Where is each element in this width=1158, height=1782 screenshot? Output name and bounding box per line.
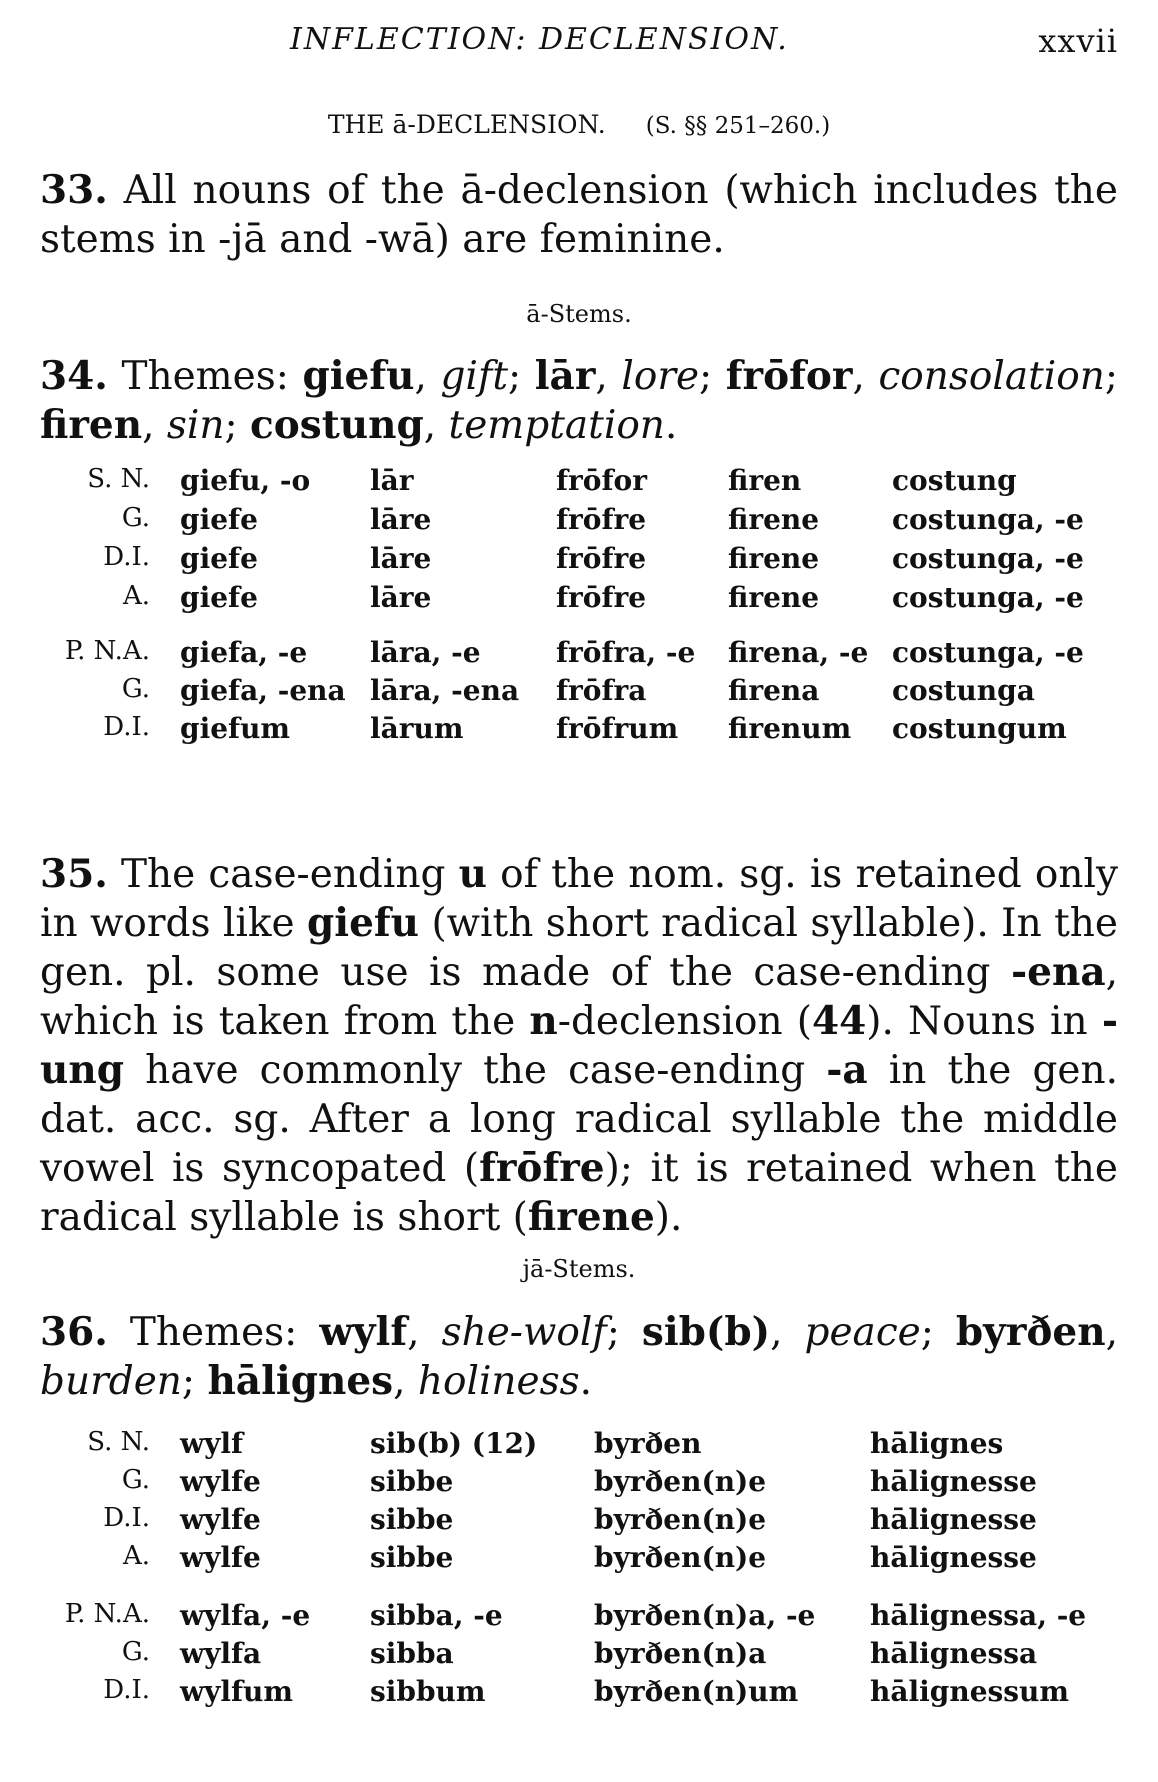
theme-word: lār bbox=[534, 353, 596, 399]
theme-gloss: temptation bbox=[448, 403, 665, 448]
table-cell: hālignessa bbox=[870, 1637, 1038, 1670]
table-cell: byrðen(n)um bbox=[594, 1675, 799, 1708]
table-cell: frōfrum bbox=[556, 712, 679, 745]
theme-word: byrðen bbox=[955, 1309, 1106, 1355]
table-row bbox=[40, 1541, 1118, 1577]
bold-term: -ung bbox=[40, 998, 1118, 1093]
table-cell: hālignessa, -e bbox=[870, 1599, 1087, 1632]
table-cell: hālignesse bbox=[870, 1465, 1037, 1498]
table-cell: sibba, -e bbox=[370, 1599, 503, 1632]
table-row bbox=[40, 464, 1118, 500]
section-reference: (S. §§ 251–260.) bbox=[645, 113, 831, 139]
table-cell: wylfe bbox=[180, 1503, 261, 1536]
table-cell: firen bbox=[728, 464, 802, 497]
table-cell: firenum bbox=[728, 712, 852, 745]
text-run: in the gen. dat. acc. sg. After a long radical syllable the middle vowel is syncopated ( bbox=[40, 1048, 1118, 1191]
theme-gloss: gift bbox=[440, 354, 509, 399]
table-cell: lārum bbox=[370, 712, 464, 745]
bold-term: giefu bbox=[307, 900, 420, 946]
bold-term: n bbox=[529, 998, 558, 1044]
table-cell: giefum bbox=[180, 712, 291, 745]
table-cell: giefa, -e bbox=[180, 636, 308, 669]
table-cell: giefa, -ena bbox=[180, 674, 346, 707]
section-heading bbox=[40, 110, 1118, 139]
text-run: The case-ending bbox=[121, 852, 459, 897]
paragraph-33 bbox=[40, 166, 1118, 264]
table-cell: giefe bbox=[180, 581, 258, 614]
paragraph-35 bbox=[40, 850, 1118, 1242]
table-cell: frōfre bbox=[556, 503, 647, 536]
table-cell: byrðen bbox=[594, 1427, 702, 1460]
table-cell: firene bbox=[728, 542, 820, 575]
table-cell: costunga bbox=[892, 674, 1035, 707]
table-row bbox=[40, 674, 1118, 710]
table-cell: frōfra, -e bbox=[556, 636, 696, 669]
paragraph-34: 34. Themes: giefu, gift; lār, lore; frōfor, consolation; firen, sin; costung, temptation. bbox=[40, 353, 1118, 448]
table-row bbox=[40, 1465, 1118, 1501]
case-label: G. bbox=[121, 674, 150, 704]
table-cell: byrðen(n)e bbox=[594, 1541, 767, 1574]
table-row bbox=[40, 1675, 1118, 1711]
table-row bbox=[40, 1427, 1118, 1463]
table-cell: lāre bbox=[370, 542, 432, 575]
table-cell: costung bbox=[892, 464, 1017, 497]
table-cell: frōfre bbox=[556, 581, 647, 614]
table-row bbox=[40, 1637, 1118, 1673]
text-run: ). bbox=[654, 1195, 683, 1240]
bold-term: u bbox=[458, 851, 487, 897]
table-row bbox=[40, 1599, 1118, 1635]
table-cell: wylfe bbox=[180, 1541, 261, 1574]
table-row bbox=[40, 503, 1118, 539]
theme-word: hālignes bbox=[207, 1358, 394, 1404]
theme-word: giefu bbox=[302, 353, 415, 399]
theme-gloss: peace bbox=[804, 1310, 921, 1355]
paragraph-number: 35. bbox=[40, 851, 108, 897]
table-cell: hālignesse bbox=[870, 1503, 1037, 1536]
table-cell: sib(b) (12) bbox=[370, 1427, 538, 1460]
table-row bbox=[40, 542, 1118, 578]
bold-term: firene bbox=[527, 1194, 655, 1240]
theme-word: sib(b) bbox=[641, 1309, 771, 1355]
table-cell: frōfra bbox=[556, 674, 647, 707]
case-label: D.I. bbox=[103, 542, 150, 572]
table-cell: hālignes bbox=[870, 1427, 1004, 1460]
table-cell: firene bbox=[728, 503, 820, 536]
theme-gloss: she-wolf bbox=[441, 1310, 607, 1355]
paragraph-number: 33. bbox=[40, 167, 108, 213]
subheading-a-stems: ā-Stems. bbox=[526, 300, 632, 328]
table-cell: firena, -e bbox=[728, 636, 869, 669]
case-label: G. bbox=[121, 1465, 150, 1495]
table-cell: lāra, -e bbox=[370, 636, 481, 669]
case-label: G. bbox=[121, 1637, 150, 1667]
table-cell: costunga, -e bbox=[892, 542, 1084, 575]
table-row bbox=[40, 712, 1118, 748]
text-run: -declension ( bbox=[557, 999, 812, 1044]
table-cell: wylfum bbox=[180, 1675, 294, 1708]
text-run: of the nom. sg. is retained only in words like bbox=[40, 852, 1118, 946]
table-cell: wylfa bbox=[180, 1637, 262, 1670]
case-label: A. bbox=[122, 581, 150, 611]
text-run: have commonly the case-ending bbox=[123, 1048, 827, 1093]
table-cell: lāra, -ena bbox=[370, 674, 520, 707]
case-label: D.I. bbox=[103, 1503, 150, 1533]
table-cell: wylf bbox=[180, 1427, 244, 1460]
case-label: G. bbox=[121, 503, 150, 533]
bold-term: -ena bbox=[1010, 949, 1106, 995]
case-label: P. N.A. bbox=[64, 1599, 150, 1629]
table-cell: byrðen(n)e bbox=[594, 1465, 767, 1498]
page-number: xxvii bbox=[1038, 22, 1118, 60]
table-cell: costunga, -e bbox=[892, 581, 1084, 614]
table-cell: hālignesse bbox=[870, 1541, 1037, 1574]
table-cell: lāre bbox=[370, 503, 432, 536]
theme-gloss: holiness bbox=[417, 1359, 580, 1404]
paragraph-number: 36. bbox=[40, 1309, 108, 1355]
table-cell: byrðen(n)e bbox=[594, 1503, 767, 1536]
paragraph-36: 36. Themes: wylf, she-wolf; sib(b), peace; byrðen, burden; hālignes, holiness. bbox=[40, 1309, 1118, 1404]
theme-gloss: burden bbox=[40, 1359, 182, 1404]
table-cell: giefe bbox=[180, 542, 258, 575]
theme-word: frōfor bbox=[725, 353, 853, 399]
table-row bbox=[40, 636, 1118, 672]
case-label: D.I. bbox=[103, 712, 150, 742]
theme-gloss: lore bbox=[621, 354, 700, 399]
table-cell: costunga, -e bbox=[892, 636, 1084, 669]
table-cell: sibba bbox=[370, 1637, 454, 1670]
table-cell: byrðen(n)a bbox=[594, 1637, 767, 1670]
theme-word: wylf bbox=[319, 1309, 408, 1355]
table-cell: giefe bbox=[180, 503, 258, 536]
theme-word: costung bbox=[250, 402, 424, 448]
table-cell: firene bbox=[728, 581, 820, 614]
table-cell: sibbe bbox=[370, 1465, 454, 1498]
table-cell: sibbe bbox=[370, 1503, 454, 1536]
table-cell: wylfe bbox=[180, 1465, 261, 1498]
running-head bbox=[40, 22, 1118, 62]
case-label: S. N. bbox=[87, 464, 150, 494]
table-cell: lār bbox=[370, 464, 414, 497]
case-label: D.I. bbox=[103, 1675, 150, 1705]
case-label: P. N.A. bbox=[64, 636, 150, 666]
bold-term: 44 bbox=[811, 998, 867, 1044]
section-title: THE ā-DECLENSION. bbox=[327, 110, 606, 139]
table-cell: byrðen(n)a, -e bbox=[594, 1599, 816, 1632]
subheading-ja-stems: jā-Stems. bbox=[522, 1255, 636, 1283]
table-cell: hālignessum bbox=[870, 1675, 1070, 1708]
table-cell: costungum bbox=[892, 712, 1067, 745]
table-row bbox=[40, 1503, 1118, 1539]
bold-term: frōfre bbox=[479, 1145, 605, 1191]
theme-gloss: sin bbox=[166, 403, 225, 448]
themes-label: Themes: bbox=[129, 1310, 298, 1355]
table-cell: wylfa, -e bbox=[180, 1599, 311, 1632]
theme-gloss: consolation bbox=[878, 354, 1105, 399]
text-run: ). Nouns in bbox=[866, 999, 1102, 1044]
text-run: , which is taken from the bbox=[40, 950, 1118, 1044]
table-cell: giefu, -o bbox=[180, 464, 311, 497]
themes-label: Themes: bbox=[121, 354, 289, 399]
paragraph-text: All nouns of the ā-declension (which includes the stems in -jā and -wā) are feminine. bbox=[40, 168, 1118, 262]
table-row bbox=[40, 581, 1118, 617]
table-cell: sibbum bbox=[370, 1675, 486, 1708]
case-label: S. N. bbox=[87, 1427, 150, 1457]
table-cell: frōfre bbox=[556, 542, 647, 575]
case-label: A. bbox=[122, 1541, 150, 1571]
bold-term: -a bbox=[826, 1047, 868, 1093]
paragraph-number: 34. bbox=[40, 353, 108, 399]
text-run: ); it is retained when the radical syllable is short ( bbox=[40, 1146, 1118, 1240]
table-cell: frōfor bbox=[556, 464, 647, 497]
table-cell: lāre bbox=[370, 581, 432, 614]
table-cell: sibbe bbox=[370, 1541, 454, 1574]
running-title: INFLECTION: DECLENSION. bbox=[290, 22, 789, 57]
table-cell: firena bbox=[728, 674, 820, 707]
theme-word: firen bbox=[40, 402, 143, 448]
table-cell: costunga, -e bbox=[892, 503, 1084, 536]
text-run: (with short radical syllable). In the gen. pl. some use is made of the case-ending bbox=[40, 901, 1118, 995]
